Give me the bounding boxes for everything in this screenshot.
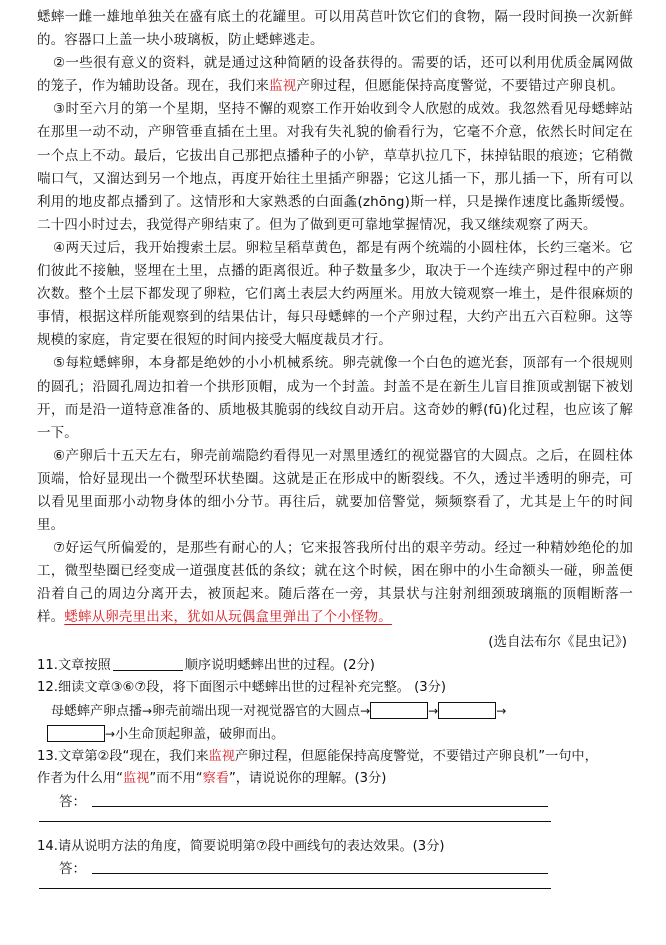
paragraph-4: ④两天过后，我开始搜索土层。卵粒呈稻草黄色，都是有两个统端的小圆柱体，长约三毫米。它们彼此不接触，竖埋在土里，点播的距离很近。种子数量多少，取决于一个连续产卵过程中的产卵次数。整个土层下都发现了卵粒，它们离土表层大约两厘米。用放大镜观察一堆土，是件很麻烦的事情，根据这样所能观察到的结果估计，每只母蟋蟀的一个产卵过程，大约产出五六百粒卵。这等规模的家庭，肯定要在很短的时间内接受大幅度裁员才行。 bbox=[37, 239, 633, 349]
flow-answer-box-3[interactable] bbox=[47, 725, 105, 742]
worksheet-page bbox=[37, 6, 633, 903]
question-11-text-b: 顺序说明蟋蟀出世的过程。(2分) bbox=[184, 657, 375, 673]
process-flow-row-2 bbox=[37, 723, 633, 746]
answer-14 bbox=[37, 858, 633, 880]
answer-label-14: 答： bbox=[59, 861, 86, 878]
paragraph-2-text-a: ②一些很有意义的资料，就是通过这种简陋的设备获得的。需要的话，还可以利用优质金属网做的笼子，作为辅助设备。现在，我们来 bbox=[37, 55, 633, 95]
answer-line-14[interactable] bbox=[92, 861, 548, 874]
answer-line-14-extra[interactable] bbox=[39, 888, 551, 889]
arrow-right-icon: → bbox=[496, 703, 507, 718]
paragraph-2-text-b: 产卵过程，但愿能保持高度警觉，不要错过产卵良机。 bbox=[296, 78, 624, 95]
question-13-line-1 bbox=[37, 746, 633, 769]
paragraph-1: 蟋蟀一雌一雄地单独关在盛有底土的花罐里。可以用莴苣叶饮它们的食物，隔一段时间换一次新鲜的。容器口上盖一块小玻璃板，防止蟋蟀逃走。 bbox=[37, 9, 633, 49]
flow-step-3: 小生命顶起卵盖，破卵而出。 bbox=[115, 726, 285, 742]
highlight-monitor: 监视 bbox=[269, 78, 297, 95]
answer-label-13: 答： bbox=[59, 793, 86, 810]
question-13-text-b: 产卵过程，但愿能保持高度警觉，不要错过产卵良机”一句中， bbox=[234, 748, 598, 764]
arrow-right-icon: → bbox=[360, 703, 371, 718]
flow-step-2: 卵壳前端出现一对视觉器官的大圆点 bbox=[152, 703, 361, 719]
arrow-right-icon: → bbox=[428, 703, 439, 718]
answer-line-13[interactable] bbox=[92, 794, 548, 807]
answer-line-13-extra[interactable] bbox=[39, 821, 551, 822]
highlight-monitor-q13: 监视 bbox=[208, 748, 235, 764]
underlined-sentence: 蟋蟀从卵壳里出来，犹如从玩偶盒里弹出了个小怪物。 bbox=[64, 609, 392, 626]
arrow-right-icon: → bbox=[142, 703, 153, 718]
paragraph-3: ③时至六月的第一个星期，坚持不懈的观察工作开始收到令人欣慰的成效。我忽然看见母蟋蟀站在那里一动不动，产卵管垂直插在土里。对我有失礼貌的偷看行为，它毫不介意，依然长时间定在一个点上不动。最后，它拔出自己那把点播种子的小铲，草草扒拉几下，抹掉钻眼的痕迹；它稍微喘口气，又溜达到另一个地点，再度开始往土里插产卵器；它这儿插一下，那儿插一下，所有可以利用的地皮都点播到了。这情形和大家熟悉的白面螽(zhōng)斯一样，只是操作速度比螽斯缓慢。二十四小时过去，我觉得产卵结束了。但为了做到更可靠地掌握情况，我又继续观察了两天。 bbox=[37, 101, 633, 233]
arrow-right-icon: → bbox=[105, 726, 116, 741]
process-flow-row-1 bbox=[37, 700, 633, 723]
highlight-observe-word: 察看 bbox=[202, 771, 229, 787]
paragraph-6: ⑥产卵后十五天左右，卵壳前端隐约看得见一对黑里透红的视觉器官的大圆点。之后，在圆柱体顶端，恰好显现出一个微型环状垫圈。这就是正在形成中的断裂线。不久，透过半透明的卵壳，可以看见里面那小动物身体的细小分节。再往后，就要加倍警觉，频频察看了，尤其是上午的时间里。 bbox=[37, 447, 633, 534]
question-14: 14.请从说明方法的角度，简要说明第⑦段中画线句的表达效果。(3分) bbox=[37, 838, 445, 854]
answer-13 bbox=[37, 791, 633, 813]
flow-answer-box-1[interactable] bbox=[370, 702, 428, 719]
paragraph-7 bbox=[37, 537, 633, 629]
flow-step-1: 母蟋蟀产卵点播 bbox=[51, 703, 143, 719]
question-13-text-e: ”，请说说你的理解。(3分) bbox=[228, 771, 387, 787]
question-13-text-a: 13.文章第②段“现在，我们来 bbox=[37, 748, 209, 764]
question-13-text-c: 作者为什么用“ bbox=[37, 771, 123, 787]
question-13-line-2 bbox=[37, 768, 633, 791]
paragraph-5: ⑤每粒蟋蟀卵，本身都是绝妙的小小机械系统。卵壳就像一个白色的遮光套，顶部有一个很规则的圆孔；沿圆孔周边扣着一个拱形顶帽，成为一个封盖。封盖不是在新生儿盲目推顶或割锯下被划开，而是沿一道特意准备的、质地极其脆弱的线纹自动开启。这奇妙的孵(fū)化过程，也应该了解一下。 bbox=[37, 355, 633, 441]
answer-blank-11[interactable] bbox=[113, 656, 183, 671]
question-11-text-a: 11.文章按照 bbox=[37, 657, 111, 673]
paragraph-2 bbox=[37, 52, 633, 98]
flow-answer-box-2[interactable] bbox=[438, 702, 496, 719]
question-11 bbox=[37, 655, 633, 678]
question-13-text-d: ”而不用“ bbox=[149, 771, 203, 787]
paragraph-7-text: ⑦好运气所偏爱的，是那些有耐心的人；它来报答我所付出的艰辛劳动。经过一种精妙绝伦的加工，微型垫圈已经变成一道强度甚低的条纹；就在这个时候，困在卵中的小生命额头一碰，卵盖便沿着自己的周边分离开去，被顶起来。随后落在一旁，其景状与注射剂细颈玻璃瓶的顶帽断落一样。 bbox=[37, 540, 633, 626]
highlight-monitor-word: 监视 bbox=[122, 771, 150, 787]
question-12: 12.细读文章③⑥⑦段，将下面图示中蟋蟀出世的过程补充完整。 (3分) bbox=[37, 680, 446, 696]
source-citation: (选自法布尔《昆虫记》) bbox=[488, 633, 627, 650]
